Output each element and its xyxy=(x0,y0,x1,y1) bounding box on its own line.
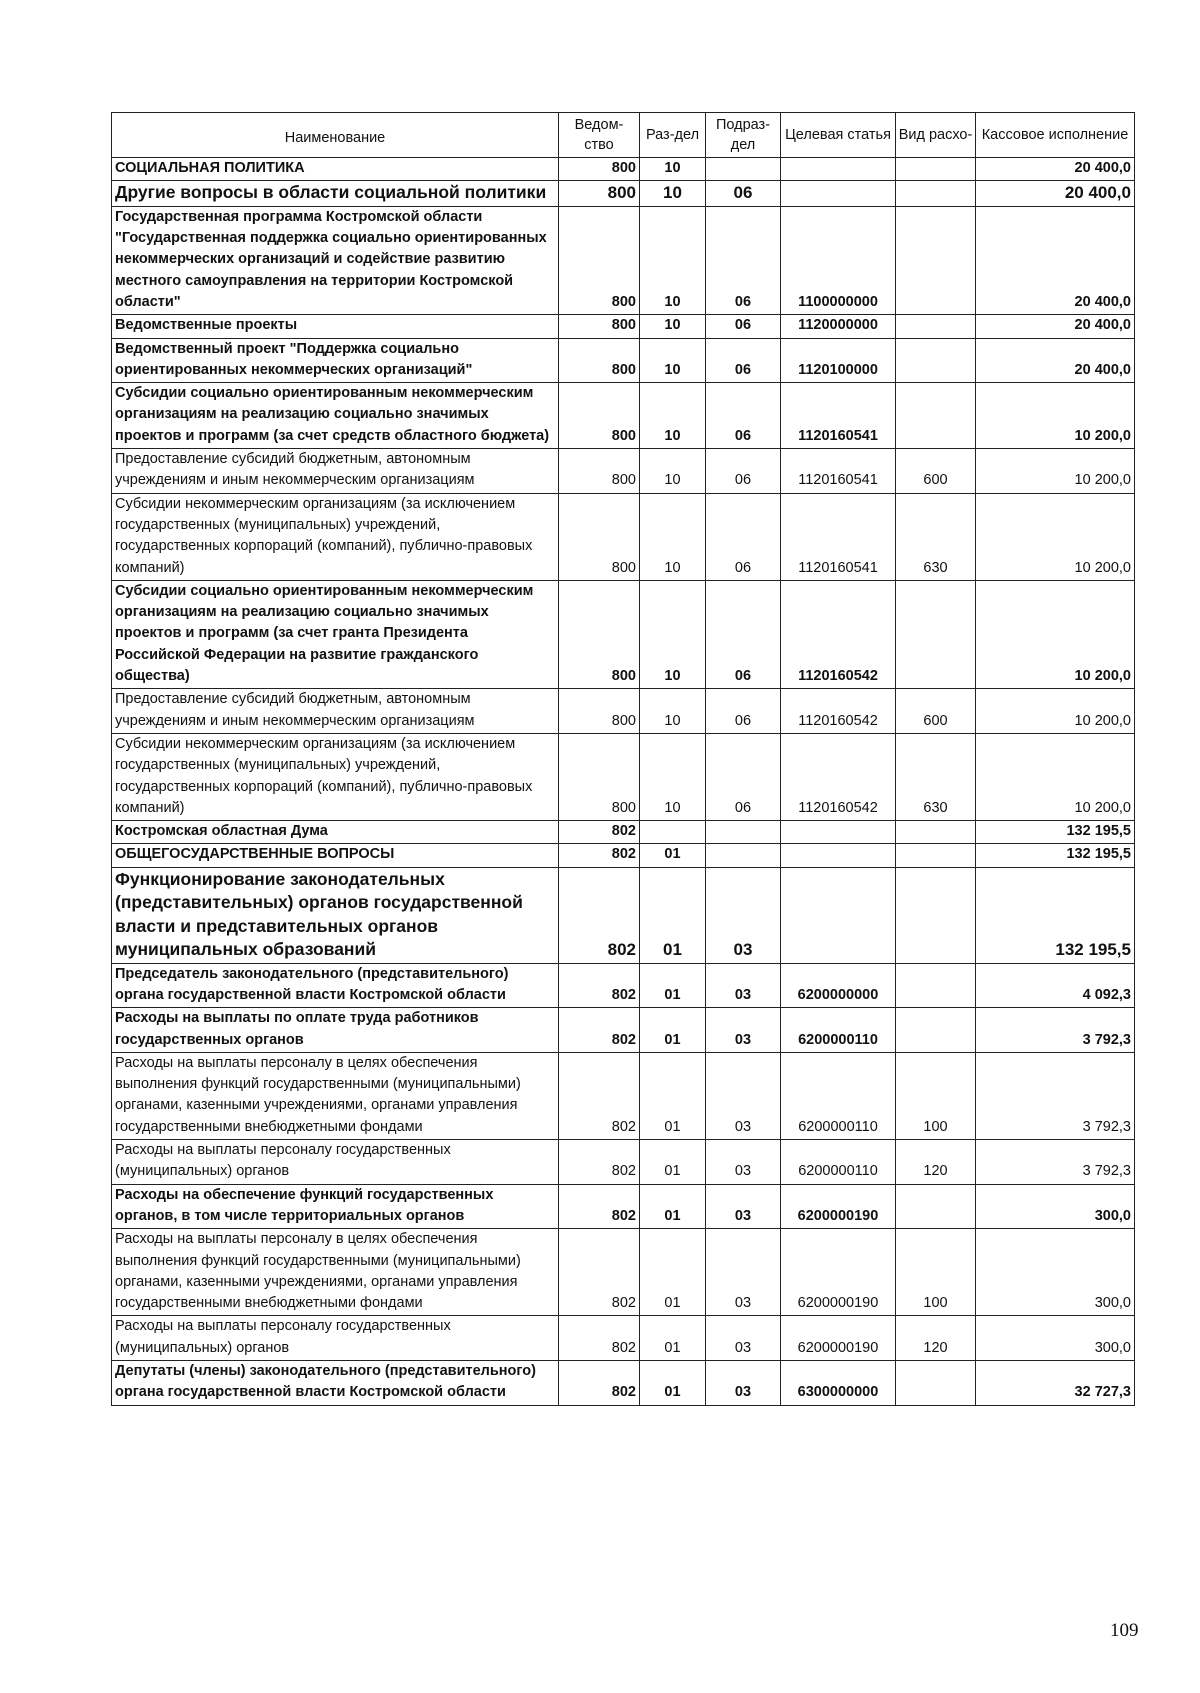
row-name-cell: Депутаты (члены) законодательного (представительного) органа государственной власти Костромской области xyxy=(112,1361,559,1406)
row-vid-cell: 600 xyxy=(896,449,976,494)
row-vedom-cell: 802 xyxy=(559,844,640,867)
row-podrazdel-cell: 06 xyxy=(706,493,781,580)
row-razdel-cell xyxy=(640,821,706,844)
row-podrazdel-cell xyxy=(706,844,781,867)
header-razdel: Раз-дел xyxy=(640,113,706,158)
row-podrazdel-cell: 03 xyxy=(706,1008,781,1053)
row-podrazdel-cell: 03 xyxy=(706,867,781,963)
row-amount-cell: 132 195,5 xyxy=(976,844,1135,867)
row-vedom-cell: 800 xyxy=(559,449,640,494)
row-vid-cell xyxy=(896,844,976,867)
row-vedom-cell: 802 xyxy=(559,1052,640,1139)
table-row xyxy=(112,1052,1135,1139)
row-vid-cell: 600 xyxy=(896,689,976,734)
table-row xyxy=(112,338,1135,383)
header-kassovoe: Кассовое исполнение xyxy=(976,113,1135,158)
row-celevaya-cell: 1120160542 xyxy=(781,733,896,820)
row-vedom-cell: 802 xyxy=(559,1229,640,1316)
row-podrazdel-cell: 06 xyxy=(706,315,781,338)
row-name-cell: Предоставление субсидий бюджетным, автономным учреждениям и иным некоммерческим организациям xyxy=(112,689,559,734)
row-podrazdel-cell: 06 xyxy=(706,449,781,494)
row-amount-cell: 20 400,0 xyxy=(976,315,1135,338)
row-podrazdel-cell xyxy=(706,158,781,181)
row-amount-cell: 20 400,0 xyxy=(976,181,1135,207)
row-razdel-cell: 10 xyxy=(640,493,706,580)
row-celevaya-cell: 1120000000 xyxy=(781,315,896,338)
row-name-cell: Функционирование законодательных (представительных) органов государственной власти и представительных органов муниципальных образований xyxy=(112,867,559,963)
row-name-cell: Ведомственный проект "Поддержка социально ориентированных некоммерческих организаций" xyxy=(112,338,559,383)
row-name-cell: Субсидии социально ориентированным некоммерческим организациям на реализацию социально значимых проектов и программ (за счет средств областного бюджета) xyxy=(112,383,559,449)
row-amount-cell: 10 200,0 xyxy=(976,449,1135,494)
header-vid: Вид расхо- xyxy=(896,113,976,158)
row-celevaya-cell: 6200000110 xyxy=(781,1140,896,1185)
header-podrazdel: Подраз-дел xyxy=(706,113,781,158)
row-razdel-cell: 10 xyxy=(640,383,706,449)
row-celevaya-cell: 6200000000 xyxy=(781,963,896,1008)
row-podrazdel-cell: 06 xyxy=(706,383,781,449)
row-amount-cell: 300,0 xyxy=(976,1229,1135,1316)
row-podrazdel-cell: 06 xyxy=(706,181,781,207)
table-header-row xyxy=(112,113,1135,158)
row-amount-cell: 10 200,0 xyxy=(976,733,1135,820)
row-podrazdel-cell xyxy=(706,821,781,844)
row-amount-cell: 10 200,0 xyxy=(976,493,1135,580)
row-razdel-cell: 01 xyxy=(640,1361,706,1406)
row-name-cell: Расходы на обеспечение функций государственных органов, в том числе территориальных органов xyxy=(112,1184,559,1229)
row-amount-cell: 10 200,0 xyxy=(976,580,1135,688)
row-vid-cell xyxy=(896,338,976,383)
row-razdel-cell: 10 xyxy=(640,315,706,338)
header-celevaya: Целевая статья xyxy=(781,113,896,158)
row-amount-cell: 20 400,0 xyxy=(976,158,1135,181)
row-celevaya-cell xyxy=(781,158,896,181)
row-vedom-cell: 800 xyxy=(559,580,640,688)
row-celevaya-cell xyxy=(781,821,896,844)
row-name-cell: Ведомственные проекты xyxy=(112,315,559,338)
row-amount-cell: 3 792,3 xyxy=(976,1140,1135,1185)
row-name-cell: Субсидии некоммерческим организациям (за исключением государственных (муниципальных) учреждений, государственных корпораций (компаний), публично-правовых компаний) xyxy=(112,733,559,820)
row-amount-cell: 132 195,5 xyxy=(976,821,1135,844)
row-vedom-cell: 800 xyxy=(559,383,640,449)
table-body xyxy=(112,158,1135,1406)
row-amount-cell: 132 195,5 xyxy=(976,867,1135,963)
row-celevaya-cell: 1120100000 xyxy=(781,338,896,383)
table-row xyxy=(112,844,1135,867)
row-vid-cell xyxy=(896,963,976,1008)
row-name-cell: Субсидии социально ориентированным некоммерческим организациям на реализацию социально значимых проектов и программ (за счет гранта Президента Российской Федерации на развитие гражданского общества) xyxy=(112,580,559,688)
row-vedom-cell: 802 xyxy=(559,821,640,844)
row-vedom-cell: 802 xyxy=(559,867,640,963)
row-celevaya-cell: 1120160542 xyxy=(781,580,896,688)
row-vedom-cell: 800 xyxy=(559,493,640,580)
row-podrazdel-cell: 06 xyxy=(706,338,781,383)
row-vid-cell xyxy=(896,1008,976,1053)
row-razdel-cell: 10 xyxy=(640,580,706,688)
row-vedom-cell: 802 xyxy=(559,1361,640,1406)
table-row xyxy=(112,383,1135,449)
row-name-cell: Расходы на выплаты персоналу в целях обеспечения выполнения функций государственными (муниципальными) органами, казенными учреждениями, органами управления государственными внебюджетными фондами xyxy=(112,1229,559,1316)
row-amount-cell: 3 792,3 xyxy=(976,1052,1135,1139)
row-vid-cell: 630 xyxy=(896,733,976,820)
row-name-cell: Субсидии некоммерческим организациям (за исключением государственных (муниципальных) учреждений, государственных корпораций (компаний), публично-правовых компаний) xyxy=(112,493,559,580)
table-row xyxy=(112,493,1135,580)
row-vid-cell xyxy=(896,315,976,338)
row-vedom-cell: 800 xyxy=(559,315,640,338)
row-amount-cell: 20 400,0 xyxy=(976,206,1135,314)
row-razdel-cell: 01 xyxy=(640,1008,706,1053)
row-vid-cell xyxy=(896,821,976,844)
row-celevaya-cell: 6200000110 xyxy=(781,1052,896,1139)
row-name-cell: ОБЩЕГОСУДАРСТВЕННЫЕ ВОПРОСЫ xyxy=(112,844,559,867)
row-vedom-cell: 800 xyxy=(559,158,640,181)
row-vid-cell: 100 xyxy=(896,1052,976,1139)
row-razdel-cell: 10 xyxy=(640,733,706,820)
row-podrazdel-cell: 06 xyxy=(706,580,781,688)
row-vid-cell xyxy=(896,206,976,314)
row-vedom-cell: 800 xyxy=(559,338,640,383)
row-name-cell: Расходы на выплаты персоналу государственных (муниципальных) органов xyxy=(112,1140,559,1185)
row-name-cell: Расходы на выплаты персоналу в целях обеспечения выполнения функций государственными (муниципальными) органами, казенными учреждениями, органами управления государственными внебюджетными фондами xyxy=(112,1052,559,1139)
table-row xyxy=(112,1361,1135,1406)
table-row xyxy=(112,1316,1135,1361)
row-vedom-cell: 800 xyxy=(559,181,640,207)
row-vedom-cell: 802 xyxy=(559,1008,640,1053)
row-celevaya-cell: 6200000190 xyxy=(781,1184,896,1229)
table-row xyxy=(112,689,1135,734)
row-name-cell: Костромская областная Дума xyxy=(112,821,559,844)
row-amount-cell: 3 792,3 xyxy=(976,1008,1135,1053)
table-row xyxy=(112,449,1135,494)
row-name-cell: СОЦИАЛЬНАЯ ПОЛИТИКА xyxy=(112,158,559,181)
row-vid-cell: 120 xyxy=(896,1140,976,1185)
row-razdel-cell: 01 xyxy=(640,867,706,963)
table-row xyxy=(112,1229,1135,1316)
row-podrazdel-cell: 03 xyxy=(706,1140,781,1185)
row-razdel-cell: 01 xyxy=(640,1052,706,1139)
table-row xyxy=(112,206,1135,314)
row-vid-cell: 100 xyxy=(896,1229,976,1316)
row-vedom-cell: 802 xyxy=(559,1140,640,1185)
row-razdel-cell: 01 xyxy=(640,963,706,1008)
table-row xyxy=(112,733,1135,820)
row-celevaya-cell: 6200000110 xyxy=(781,1008,896,1053)
row-celevaya-cell xyxy=(781,181,896,207)
row-amount-cell: 32 727,3 xyxy=(976,1361,1135,1406)
table-row xyxy=(112,580,1135,688)
row-name-cell: Расходы на выплаты по оплате труда работников государственных органов xyxy=(112,1008,559,1053)
row-podrazdel-cell: 03 xyxy=(706,963,781,1008)
budget-table xyxy=(111,112,1135,1406)
row-podrazdel-cell: 03 xyxy=(706,1361,781,1406)
row-celevaya-cell: 1120160541 xyxy=(781,383,896,449)
row-name-cell: Предоставление субсидий бюджетным, автономным учреждениям и иным некоммерческим организациям xyxy=(112,449,559,494)
row-podrazdel-cell: 06 xyxy=(706,689,781,734)
row-razdel-cell: 01 xyxy=(640,1140,706,1185)
row-vid-cell xyxy=(896,1184,976,1229)
row-razdel-cell: 10 xyxy=(640,449,706,494)
row-podrazdel-cell: 06 xyxy=(706,206,781,314)
table-row xyxy=(112,1184,1135,1229)
page-number: 109 xyxy=(1110,1620,1139,1641)
row-razdel-cell: 01 xyxy=(640,844,706,867)
row-celevaya-cell: 1120160541 xyxy=(781,449,896,494)
row-vid-cell xyxy=(896,1361,976,1406)
table-row xyxy=(112,1140,1135,1185)
row-podrazdel-cell: 03 xyxy=(706,1184,781,1229)
row-razdel-cell: 10 xyxy=(640,338,706,383)
table-row xyxy=(112,821,1135,844)
row-amount-cell: 10 200,0 xyxy=(976,689,1135,734)
row-razdel-cell: 10 xyxy=(640,689,706,734)
row-amount-cell: 20 400,0 xyxy=(976,338,1135,383)
row-razdel-cell: 10 xyxy=(640,158,706,181)
table-row xyxy=(112,315,1135,338)
row-vid-cell xyxy=(896,383,976,449)
row-vedom-cell: 800 xyxy=(559,689,640,734)
row-amount-cell: 10 200,0 xyxy=(976,383,1135,449)
row-amount-cell: 4 092,3 xyxy=(976,963,1135,1008)
row-celevaya-cell: 1100000000 xyxy=(781,206,896,314)
row-vid-cell: 120 xyxy=(896,1316,976,1361)
table-row xyxy=(112,963,1135,1008)
row-razdel-cell: 01 xyxy=(640,1229,706,1316)
row-vedom-cell: 800 xyxy=(559,733,640,820)
row-amount-cell: 300,0 xyxy=(976,1316,1135,1361)
row-vid-cell xyxy=(896,158,976,181)
row-celevaya-cell: 1120160542 xyxy=(781,689,896,734)
row-celevaya-cell: 6300000000 xyxy=(781,1361,896,1406)
row-vedom-cell: 802 xyxy=(559,1316,640,1361)
row-vedom-cell: 802 xyxy=(559,1184,640,1229)
row-razdel-cell: 01 xyxy=(640,1184,706,1229)
header-vedom: Ведом-ство xyxy=(559,113,640,158)
row-name-cell: Другие вопросы в области социальной политики xyxy=(112,181,559,207)
row-celevaya-cell: 6200000190 xyxy=(781,1316,896,1361)
table-row xyxy=(112,867,1135,963)
row-celevaya-cell: 1120160541 xyxy=(781,493,896,580)
row-vid-cell xyxy=(896,867,976,963)
row-podrazdel-cell: 06 xyxy=(706,733,781,820)
table-row xyxy=(112,181,1135,207)
header-name: Наименование xyxy=(112,113,559,158)
row-celevaya-cell xyxy=(781,844,896,867)
row-name-cell: Государственная программа Костромской области "Государственная поддержка социально ориентированных некоммерческих организаций и содействие развитию местного самоуправления на территории Костромской области" xyxy=(112,206,559,314)
row-vid-cell xyxy=(896,580,976,688)
row-vid-cell: 630 xyxy=(896,493,976,580)
row-podrazdel-cell: 03 xyxy=(706,1229,781,1316)
row-celevaya-cell xyxy=(781,867,896,963)
row-razdel-cell: 01 xyxy=(640,1316,706,1361)
row-vedom-cell: 800 xyxy=(559,206,640,314)
row-podrazdel-cell: 03 xyxy=(706,1052,781,1139)
row-name-cell: Председатель законодательного (представительного) органа государственной власти Костромской области xyxy=(112,963,559,1008)
row-name-cell: Расходы на выплаты персоналу государственных (муниципальных) органов xyxy=(112,1316,559,1361)
table-row xyxy=(112,158,1135,181)
table-row xyxy=(112,1008,1135,1053)
row-razdel-cell: 10 xyxy=(640,181,706,207)
row-razdel-cell: 10 xyxy=(640,206,706,314)
row-podrazdel-cell: 03 xyxy=(706,1316,781,1361)
row-vid-cell xyxy=(896,181,976,207)
row-celevaya-cell: 6200000190 xyxy=(781,1229,896,1316)
row-vedom-cell: 802 xyxy=(559,963,640,1008)
row-amount-cell: 300,0 xyxy=(976,1184,1135,1229)
